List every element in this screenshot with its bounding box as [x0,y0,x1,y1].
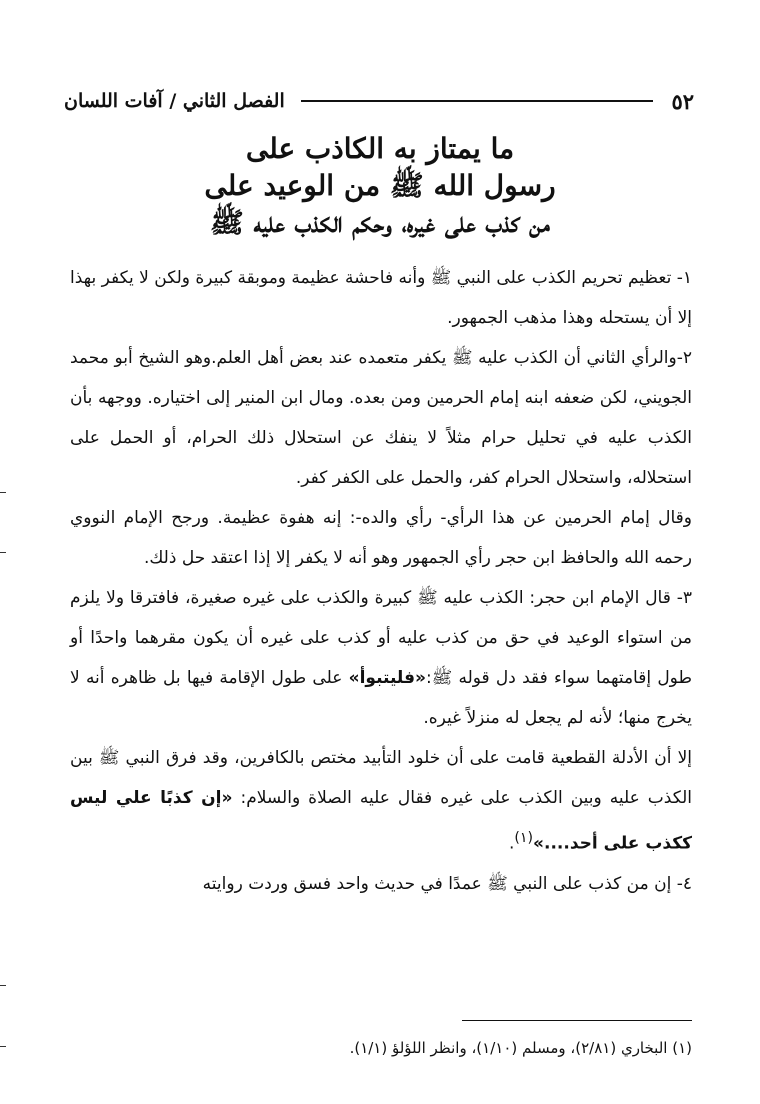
paragraph-1: ١- تعظيم تحريم الكذب على النبي ﷺ وأنه فاحشة عظيمة وموبقة كبيرة ولكن لا يكفر بهذا إلا أن يستحله وهذا مذهب الجمهور. [70,268,692,328]
footnote-reference: (١) [514,830,534,846]
paragraph-4-end: على طول الإقامة فيها بل ظاهره أنه لا يخرج منها؛ لأنه لم يجعل له منزلاً غيره. [70,668,692,728]
body-text [70,258,692,904]
margin-mark [0,985,6,986]
paragraph-4-start: ٣- قال الإمام ابن حجر: الكذب عليه ﷺ كبيرة والكذب على غيره صغيرة، فافترقا ولا يلزم من استواء الوعيد في حق من كذب عليه أو كذب على غيره أن يكون مقرهما واحدًا أو طول إقامتهما سواء فقد دل قوله ﷺ: [70,588,692,688]
paragraph-3: وقال إمام الحرمين عن هذا الرأي- رأي والده-: إنه هفوة عظيمة. ورجح الإمام النووي رحمه الله والحافظ ابن حجر رأي الجمهور وهو أنه لا يكفر إلا إذا اعتقد حل ذلك. [70,508,692,568]
margin-mark [0,1046,6,1047]
margin-mark [0,492,6,493]
section-title-line-1: ما يمتاز به الكاذب على [245,132,515,165]
paragraph-5 [70,738,692,864]
paragraph-4 [70,578,692,738]
chapter-title: الفصل الثاني / آفات اللسان [64,90,285,112]
footnote: (١) البخاري (٢/٨١)، ومسلم (١/١٠)، وانظر اللؤلؤ (١/١). [349,1039,692,1057]
paragraph-2: ٢-والرأي الثاني أن الكذب عليه ﷺ يكفر متعمده عند بعض أهل العلم.وهو الشيخ أبو محمد الجويني، لكن ضعفه ابنه إمام الحرمين ومن بعده. ومال ابن المنير إلى اختياره. ووجهه بأن الكذب عليه في تحليل حرام مثلاً لا ينفك عن استحلال ذلك الحرام، أو الحمل على استحلاله، واستحلال الحرام كفر، والحمل على الكفر كفر. [70,348,692,488]
hadith-quote-inna-kadhiban: «إن كذبًا علي ليس ككذب على أحد....» [70,788,692,854]
section-title-line-3: من كذب على غيره، وحكم الكذب عليه ﷺ [210,206,550,239]
paragraph-6: ٤- إن من كذب على النبي ﷺ عمدًا في حديث واحد فسق وردت روايته [202,873,692,894]
section-title-line-2: رسول الله ﷺ من الوعيد على [204,169,556,202]
header-rule [301,100,654,102]
margin-mark [0,552,6,553]
footnote-rule [462,1020,692,1021]
page-header [64,86,694,116]
paragraph-5-start: إلا أن الأدلة القطعية قامت على أن خلود التأبيد مختص بالكافرين، وقد فرق النبي ﷺ بين الكذب عليه وبين الكذب على غيره فقال عليه الصلاة والسلام: [70,748,692,808]
paragraph-5-end: . [508,833,515,854]
hadith-quote-fal-yatabawwa: «فليتبوأ» [348,668,426,688]
page-number: ٥٢ [671,88,694,114]
section-title [120,130,640,241]
